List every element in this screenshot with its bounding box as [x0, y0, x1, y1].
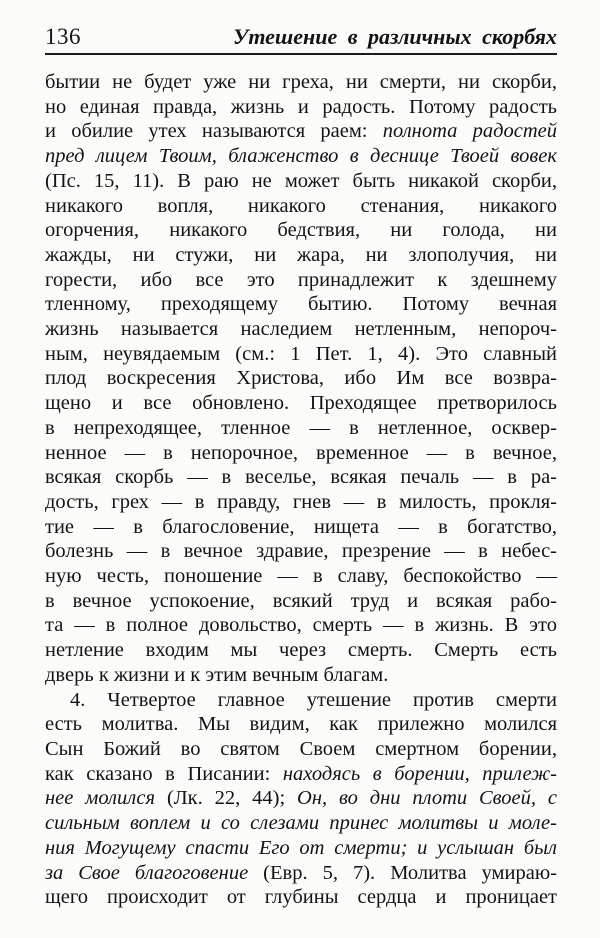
text-run: щего происходит от глубины сердца и проницает	[45, 886, 557, 909]
text-line	[45, 737, 557, 762]
text-line	[45, 465, 557, 490]
running-title: Утешение в различных скорбях	[233, 24, 557, 49]
text-line	[45, 564, 557, 589]
text-run: плод воскресения Христова, ибо Им все возвра-	[45, 367, 557, 390]
text-run: в непреходящее, тленное — в нетленное, осквер-	[45, 416, 557, 439]
text-line	[45, 811, 557, 836]
text-run: нетление входим мы через смерть. Смерть есть	[45, 639, 557, 662]
text-line	[45, 95, 557, 120]
text-run: щено и все обновлено. Преходящее претворилось	[45, 392, 557, 415]
italic-text-run: находясь в борении, прилеж-	[282, 762, 557, 785]
text-line	[45, 638, 557, 663]
text-run: дверь к жизни и к этим вечным благам.	[45, 663, 389, 686]
text-run: бытии не будет уже ни греха, ни смерти, ни скорби,	[45, 71, 557, 93]
text-run: есть молитва. Мы видим, как прилежно молился	[45, 713, 557, 736]
text-line	[45, 441, 557, 466]
italic-text-run: Он, во дни плоти Своей, с	[297, 787, 557, 810]
text-run: огорчения, никакого бедствия, ни голода, ни	[45, 219, 557, 242]
text-run: дость, грех — в правду, гнев — в милость, прокля-	[45, 490, 557, 513]
text-run: 4. Четвертое главное утешение против смерти	[70, 688, 557, 711]
text-line	[45, 490, 557, 515]
text-run: горести, ибо все это принадлежит к здешнему	[45, 268, 557, 291]
text-run: и обилие утех называются раем:	[45, 120, 383, 143]
text-line	[45, 268, 557, 293]
text-line	[45, 243, 557, 268]
text-line	[45, 515, 557, 540]
text-run: ную честь, поношение — в славу, беспокойство —	[45, 565, 557, 588]
text-line	[45, 194, 557, 219]
text-block	[45, 70, 557, 910]
italic-text-run: за Свое благоговение	[45, 861, 249, 884]
text-line	[45, 218, 557, 243]
running-header	[45, 0, 557, 49]
text-run: в вечное успокоение, всякий труд и всякая рабо-	[45, 589, 557, 612]
text-run: ненное — в непорочное, временное — в вечное,	[45, 441, 557, 464]
text-line	[45, 342, 557, 367]
text-line	[45, 169, 557, 194]
text-line	[45, 119, 557, 144]
text-line	[45, 861, 557, 886]
text-run: (Лк. 22, 44);	[155, 787, 298, 810]
text-run: жизнь называется наследием нетленным, непороч-	[45, 318, 557, 341]
text-line	[45, 836, 557, 861]
text-run: Сын Божий во святом Своем смертном борении,	[45, 737, 557, 760]
text-run: всякая скорбь — в веселье, всякая печаль — в ра-	[45, 466, 557, 489]
text-line	[45, 613, 557, 638]
text-line	[45, 663, 557, 688]
text-line	[45, 786, 557, 811]
text-line	[45, 688, 557, 713]
page-number: 136	[45, 24, 81, 49]
text-line	[45, 317, 557, 342]
italic-text-run: полнота радостей	[382, 120, 557, 143]
text-run: как сказано в Писании:	[45, 762, 283, 785]
text-run: тленному, преходящему бытию. Потому вечная	[45, 293, 557, 316]
text-line	[45, 144, 557, 169]
text-run: (Евр. 5, 7). Молитва умираю-	[248, 861, 557, 884]
text-run: жажды, ни стужи, ни жара, ни злополучия, ни	[45, 243, 557, 266]
text-line	[45, 589, 557, 614]
text-line	[45, 292, 557, 317]
text-line	[45, 712, 557, 737]
text-line	[45, 366, 557, 391]
text-run: но единая правда, жизнь и радость. Потому радость	[45, 95, 557, 118]
text-line	[45, 539, 557, 564]
text-line	[45, 885, 557, 910]
text-run: та — в полное довольство, смерть — в жизнь. В это	[45, 614, 557, 637]
header-rule	[45, 53, 557, 55]
text-run: ным, неувядаемым (см.: 1 Пет. 1, 4). Это славный	[45, 342, 557, 365]
text-line	[45, 762, 557, 787]
italic-text-run: ния Могущему спасти Его от смерти; и услышан был	[45, 836, 557, 859]
text-run: тие — в благословение, нищета — в богатство,	[45, 515, 557, 538]
italic-text-run: нее молился	[45, 787, 156, 810]
text-run: (Пс. 15, 11). В раю не может быть никакой скорби,	[45, 169, 557, 192]
italic-text-run: пред лицем Твоим, блаженство в деснице Твоей вовек	[45, 145, 557, 168]
text-line	[45, 70, 557, 95]
italic-text-run: сильным воплем и со слезами принес молитвы и моле-	[45, 812, 557, 835]
text-line	[45, 416, 557, 441]
text-line	[45, 391, 557, 416]
text-run: болезнь — в вечное здравие, презрение — в небес-	[45, 540, 557, 563]
text-run: никакого вопля, никакого стенания, никакого	[45, 194, 557, 217]
